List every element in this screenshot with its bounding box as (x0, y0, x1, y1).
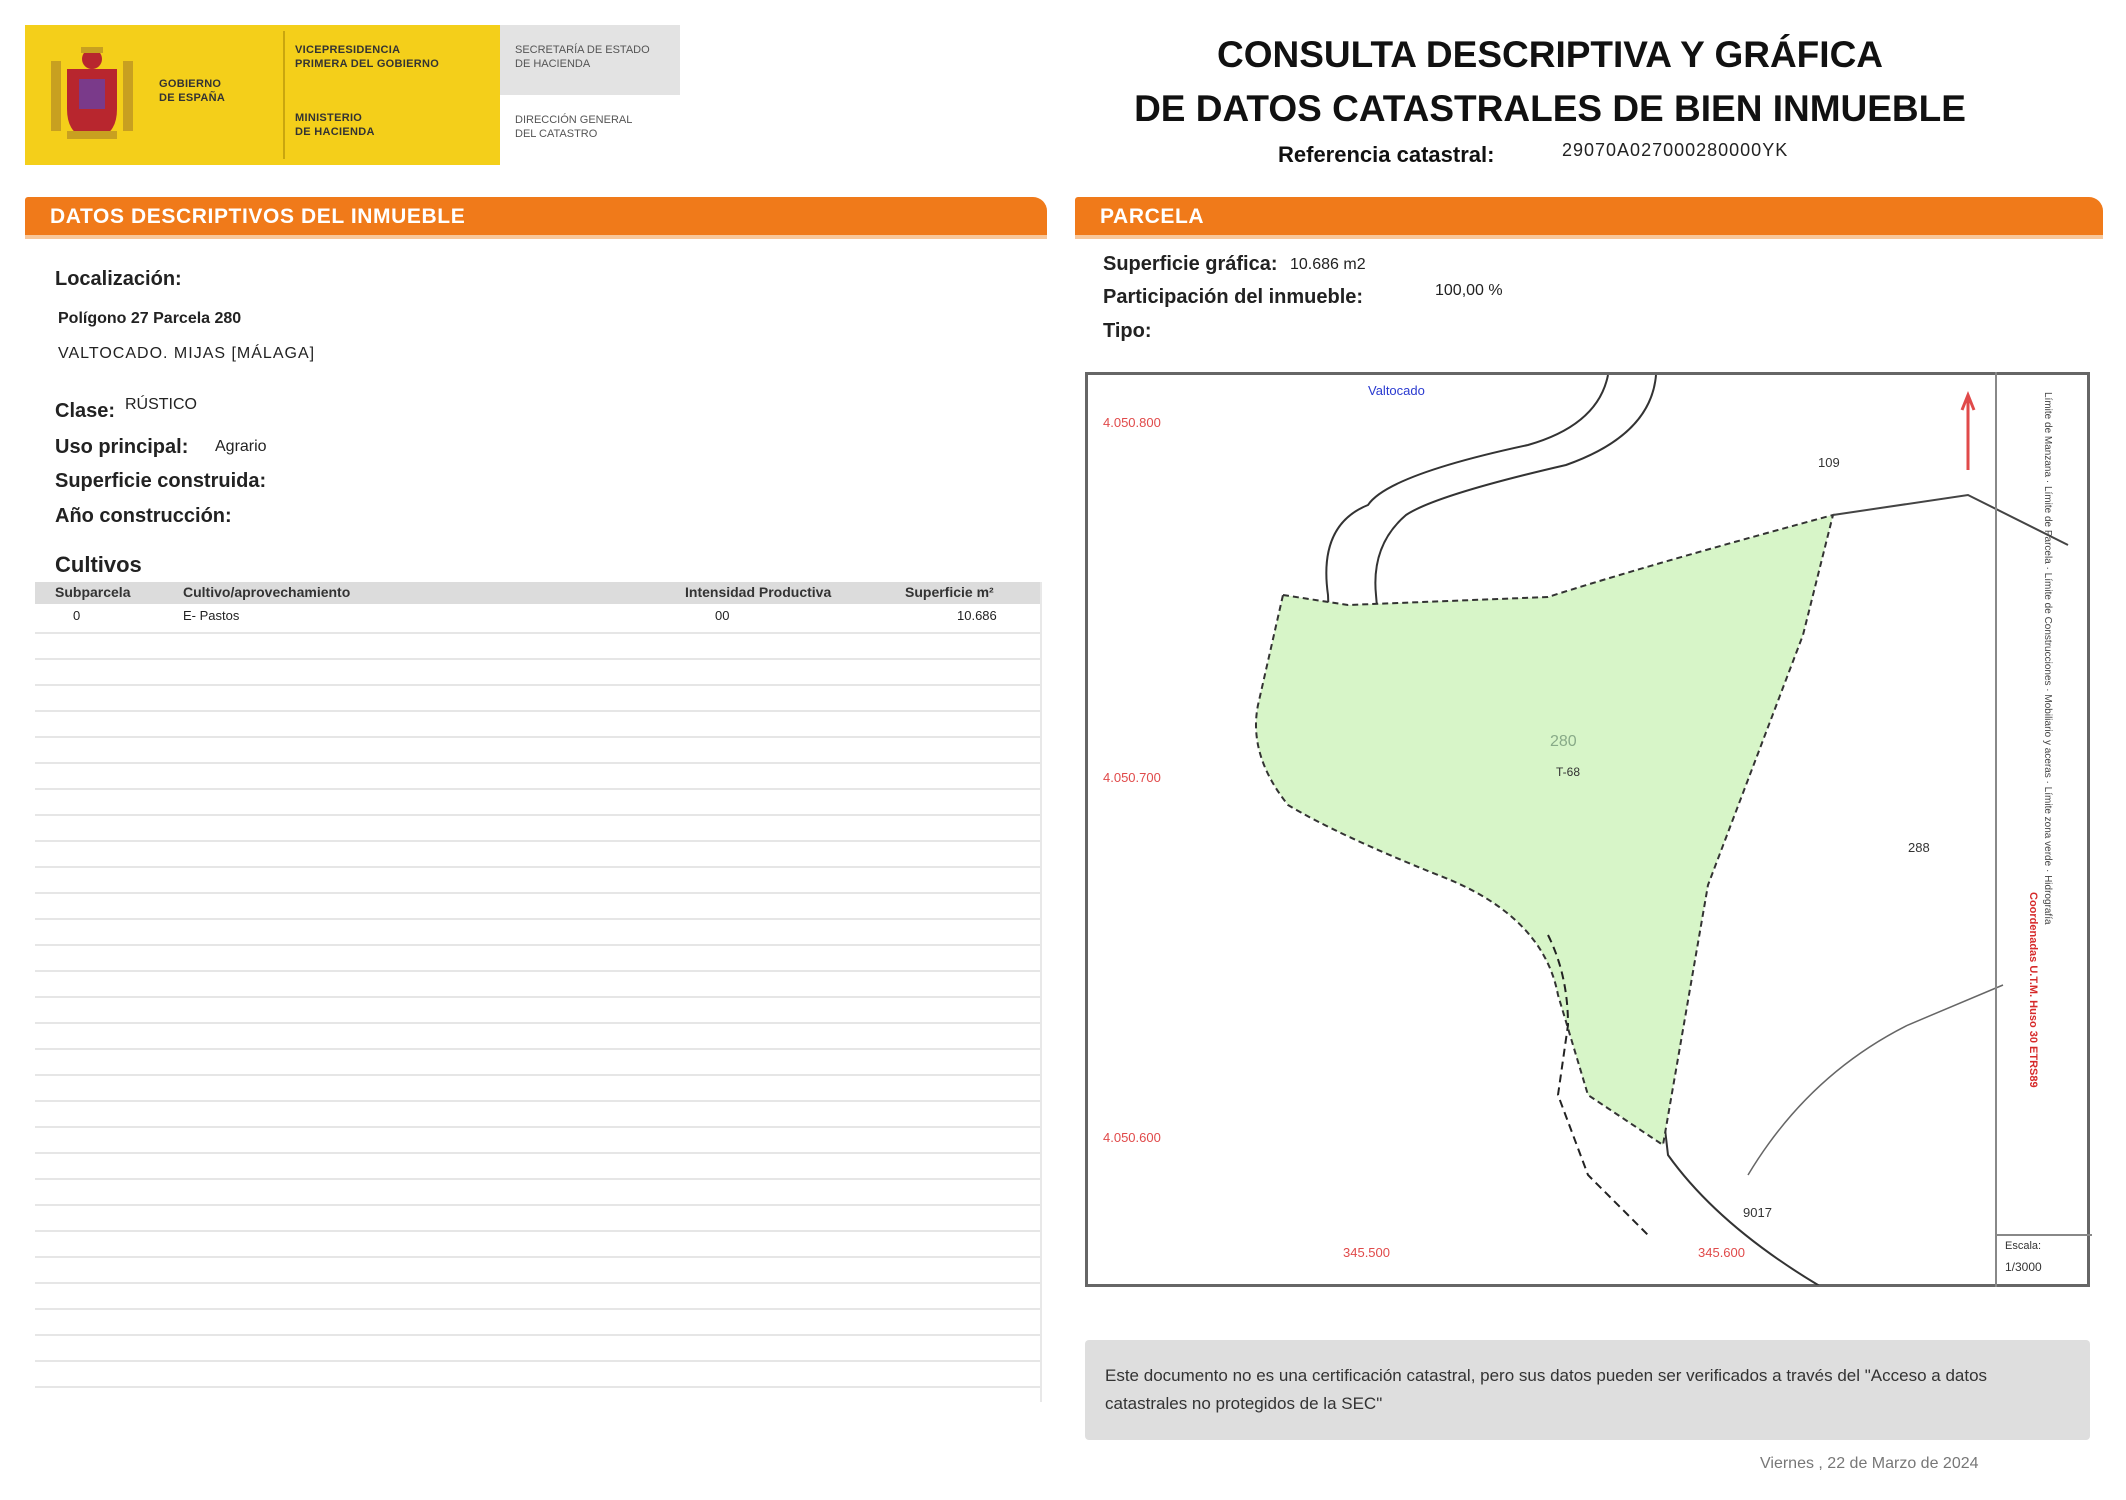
table-header (35, 582, 1040, 604)
neighbor-label-2: 288 (1908, 840, 1930, 855)
map-top-label: Valtocado (1368, 383, 1425, 398)
table-row-line (35, 970, 1040, 972)
legend-title: Coordenadas U.T.M. Huso 30 ETRS89 (2027, 892, 2039, 1088)
page-title (1100, 28, 2000, 136)
table-row-line (35, 1308, 1040, 1310)
table-row-line (35, 1204, 1040, 1206)
cell-superficie: 10.686 (957, 608, 997, 623)
table-row-line (35, 1074, 1040, 1076)
neighbor-boundary-2 (1748, 985, 2003, 1175)
logo-secretaria-text: SECRETARÍA DE ESTADO DE HACIENDA (515, 44, 650, 70)
map-drawing (1088, 375, 2088, 1285)
table-row-line (35, 1126, 1040, 1128)
table-row-line (35, 1022, 1040, 1024)
cadastral-map[interactable] (1085, 372, 2090, 1287)
map-coord-y1: 4.050.800 (1103, 415, 1161, 430)
clase-label: Clase: (55, 400, 116, 422)
table-row-line (35, 1386, 1040, 1388)
ref-label: Referencia catastral: (1278, 142, 1495, 167)
table-row-line (35, 866, 1040, 868)
map-coord-y2: 4.050.700 (1103, 770, 1161, 785)
map-coord-x1: 345.500 (1343, 1245, 1390, 1260)
table-row-line (35, 1334, 1040, 1336)
table-row-line (35, 632, 1040, 634)
road-label: 9017 (1743, 1205, 1772, 1220)
coat-of-arms-icon (37, 39, 147, 151)
section-header-parcela: PARCELA (1075, 197, 2103, 235)
table-row-line (35, 944, 1040, 946)
cell-cultivo: E- Pastos (183, 608, 240, 623)
government-logo-block (25, 25, 680, 165)
table-row-line (35, 710, 1040, 712)
scale-label: Escala: (2005, 1240, 2042, 1252)
notice-box (1085, 1340, 2090, 1440)
title-line-1: CONSULTA DESCRIPTIVA Y GRÁFICA (1216, 34, 1884, 75)
logo-direccion-text: DIRECCIÓN GENERAL DEL CATASTRO (515, 114, 633, 140)
logo-vicepresidencia-text: VICEPRESIDENCIA PRIMERA DEL GOBIERNO (295, 44, 440, 70)
table-row-line (35, 1360, 1040, 1362)
table-row-line (35, 1178, 1040, 1180)
table-row-line (35, 762, 1040, 764)
cell-intensidad: 00 (715, 608, 730, 623)
anio-construccion-label: Año construcción: (55, 505, 232, 527)
superficie-grafica-label: Superficie gráfica: (1103, 253, 1278, 275)
logo-ministerio-text: MINISTERIO DE HACIENDA (295, 112, 375, 138)
notice-text: Este documento no es una certificación catastral, pero sus datos pueden ser verificados a través del "Acceso a datos catastrales no protegidos de la SEC" (1105, 1366, 1988, 1413)
col-cultivo: Cultivo/aprovechamiento (183, 584, 351, 600)
table-row-line (35, 996, 1040, 998)
clase-value: RÚSTICO (125, 396, 197, 413)
parcel-polygon[interactable] (1256, 515, 1833, 1145)
superficie-grafica-value: 10.686 m2 (1290, 256, 1366, 273)
localizacion-label: Localización: (55, 268, 182, 290)
tipo-label: Tipo: (1103, 320, 1152, 342)
table-row-line (35, 814, 1040, 816)
parcel-sub-label: T-68 (1556, 765, 1581, 779)
participacion-label: Participación del inmueble: (1103, 286, 1364, 308)
table-row-line (35, 840, 1040, 842)
col-intensidad: Intensidad Productiva (685, 584, 832, 600)
table-row-line (35, 658, 1040, 660)
table-row-line (35, 1152, 1040, 1154)
cultivos-label: Cultivos (55, 552, 142, 577)
neighbor-label-1: 109 (1818, 455, 1840, 470)
north-arrow-icon (1962, 395, 1974, 470)
map-coord-y3: 4.050.600 (1103, 1130, 1161, 1145)
logo-gobierno-text: GOBIERNO DE ESPAÑA (159, 78, 226, 104)
legend-items: Límite de Manzana · Límite de Parcela · Límite de Construcciones · Mobiliario y aceras · Límite zona verde · Hidrografía (2042, 392, 2053, 925)
table-row-line (35, 892, 1040, 894)
col-superficie: Superficie m² (905, 584, 994, 600)
scale-value: 1/3000 (2005, 1260, 2042, 1274)
col-subparcela: Subparcela (55, 584, 131, 600)
ref-value: 29070A027000280000YK (1562, 140, 1789, 160)
superficie-construida-label: Superficie construida: (55, 470, 267, 492)
uso-label: Uso principal: (55, 436, 189, 458)
title-line-2: DE DATOS CATASTRALES DE BIEN INMUEBLE (1134, 88, 1966, 129)
parcel-number-label: 280 (1550, 733, 1577, 750)
table-row-line (35, 1100, 1040, 1102)
uso-value: Agrario (215, 438, 267, 455)
cultivos-table (35, 582, 1042, 1402)
map-coord-x2: 345.600 (1698, 1245, 1745, 1260)
table-row-line (35, 1282, 1040, 1284)
table-row (35, 606, 1040, 626)
section-header-descriptivos: DATOS DESCRIPTIVOS DEL INMUEBLE (25, 197, 1047, 235)
table-row-line (35, 1048, 1040, 1050)
logo-divider (283, 31, 285, 159)
table-row-line (35, 684, 1040, 686)
table-row-line (35, 736, 1040, 738)
cell-subparcela: 0 (73, 608, 81, 623)
document-date: Viernes , 22 de Marzo de 2024 (1760, 1455, 1979, 1472)
table-row-line (35, 1230, 1040, 1232)
map-legend (1995, 372, 2092, 1287)
table-row-line (35, 788, 1040, 790)
table-row-line (35, 918, 1040, 920)
table-row-line (35, 1256, 1040, 1258)
participacion-value: 100,00 % (1435, 282, 1503, 299)
localizacion-line-2: VALTOCADO. MIJAS [MÁLAGA] (58, 345, 316, 362)
localizacion-line-1: Polígono 27 Parcela 280 (58, 310, 242, 327)
